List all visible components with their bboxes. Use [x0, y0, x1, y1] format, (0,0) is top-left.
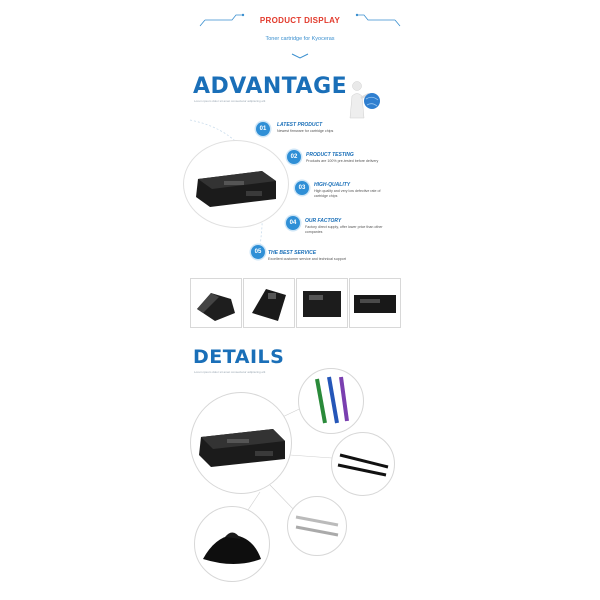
adv-item-desc: High quality and very low defective rate of cartridge chips: [314, 189, 381, 198]
product-photo: [349, 278, 401, 328]
product-photo: [243, 278, 295, 328]
adv-item-desc: Factory direct supply, offer lower price than other companies: [305, 225, 383, 234]
chevron-down-icon: [288, 52, 312, 60]
advantage-caption: Lorem ipsum dolor sit amet consectetur adipiscing elit: [194, 99, 266, 103]
opc-drum-image: [298, 368, 364, 434]
adv-item-title: HIGH-QUALITY: [314, 182, 351, 188]
adv-item-desc: Excellent customer service and technical support: [268, 257, 346, 261]
badge-01: 01: [256, 122, 270, 136]
roller-image: [331, 432, 395, 496]
details-title: DETAILS: [193, 346, 285, 368]
adv-item-title: OUR FACTORY: [305, 218, 342, 224]
adv-item-title: LATEST PRODUCT: [277, 122, 323, 128]
adv-item-desc: Newest firmware for cartridge chips: [277, 129, 334, 133]
toner-cartridge-image: [183, 140, 289, 228]
adv-item-title: THE BEST SERVICE: [268, 250, 317, 256]
advantage-title: ADVANTAGE: [193, 74, 348, 99]
blade-image: [287, 496, 347, 556]
adv-item-desc: Products are 100% pre-tested before delivery: [306, 159, 379, 163]
badge-02: 02: [287, 150, 301, 164]
badge-05: 05: [251, 245, 265, 259]
product-photo: [296, 278, 348, 328]
product-subtitle: Toner cartridge for Kyoceras: [265, 36, 335, 42]
details-caption: Lorem ipsum dolor sit amet consectetur adipiscing elit: [194, 370, 266, 374]
product-photo: [190, 278, 242, 328]
product-display-title: PRODUCT DISPLAY: [259, 16, 341, 25]
cartridge-detail-image: [190, 392, 292, 494]
badge-03: 03: [295, 181, 309, 195]
toner-powder-image: [194, 506, 270, 582]
person-globe-icon: [343, 78, 383, 120]
adv-item-title: PRODUCT TESTING: [306, 152, 354, 158]
badge-04: 04: [286, 216, 300, 230]
